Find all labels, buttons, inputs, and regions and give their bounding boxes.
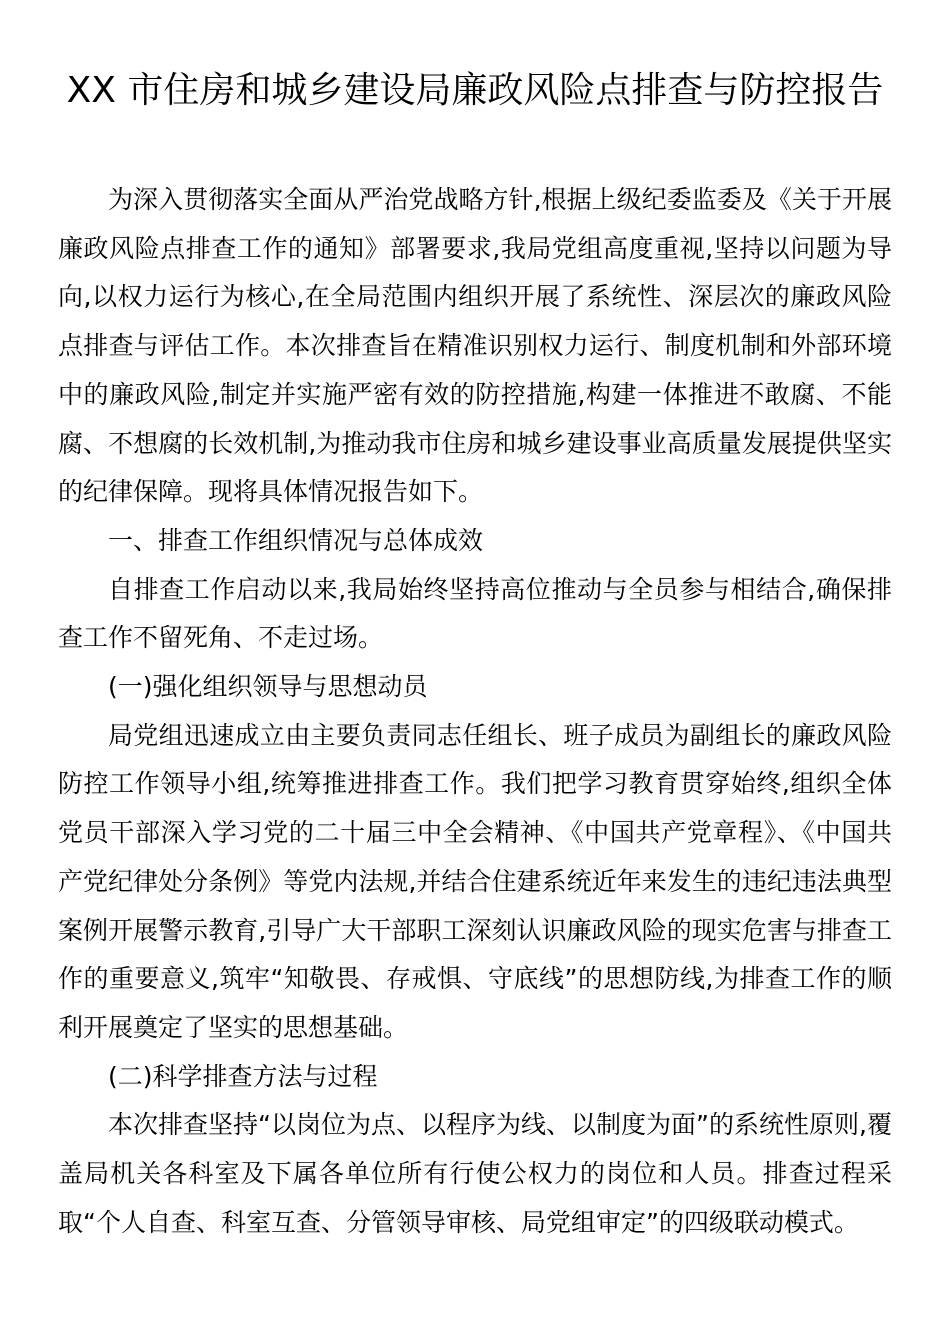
subsection-heading: (一)强化组织领导与思想动员 [108, 672, 428, 702]
subsection-heading: (二)科学排查方法与过程 [108, 1061, 378, 1091]
intro-paragraph: 为深入贯彻落实全面从严治党战略方针,根据上级纪委监委及《关于开展廉政风险点排查工作的通知》部署要求,我局党组高度重视,坚持以问题为导向,以权力运行为核心,在全局范围内组织开展了系统性、深层次的廉政风险点排查与评估工作。本次排查旨在精准识别权力运行、制度机制和外部环境中的廉政风险,制定并实施严密有效的防控措施,构建一体推进不敢腐、不能腐、不想腐的长效机制,为推动我市住房和城乡建设事业高质量发展提供坚实的纪律保障。现将具体情况报告如下。 [58, 185, 892, 507]
section-heading: 一、排查工作组织情况与总体成效 [108, 525, 484, 555]
document-title: XX 市住房和城乡建设局廉政风险点排查与防控报告 [66, 70, 884, 111]
subsection-paragraph: 本次排查坚持“以岗位为点、以程序为线、以制度为面”的系统性原则,覆盖局机关各科室及下属各单位所有行使公权力的岗位和人员。排查过程采取“个人自查、科室互查、分管领导审核、局党组审定”的四级联动模式。 [58, 1110, 892, 1237]
subsection-paragraph: 局党组迅速成立由主要负责同志任组长、班子成员为副组长的廉政风险防控工作领导小组,统筹推进排查工作。我们把学习教育贯穿始终,组织全体党员干部深入学习党的二十届三中全会精神、《中国共产党章程》、《中国共产党纪律处分条例》等党内法规,并结合住建系统近年来发生的违纪违法典型案例开展警示教育,引导广大干部职工深刻认识廉政风险的现实危害与排查工作的重要意义,筑牢“知敬畏、存戒惧、守底线”的思想防线,为排查工作的顺利开展奠定了坚实的思想基础。 [58, 720, 892, 1042]
section-paragraph: 自排查工作启动以来,我局始终坚持高位推动与全员参与相结合,确保排查工作不留死角、不走过场。 [58, 574, 892, 653]
document-body [58, 176, 892, 1247]
